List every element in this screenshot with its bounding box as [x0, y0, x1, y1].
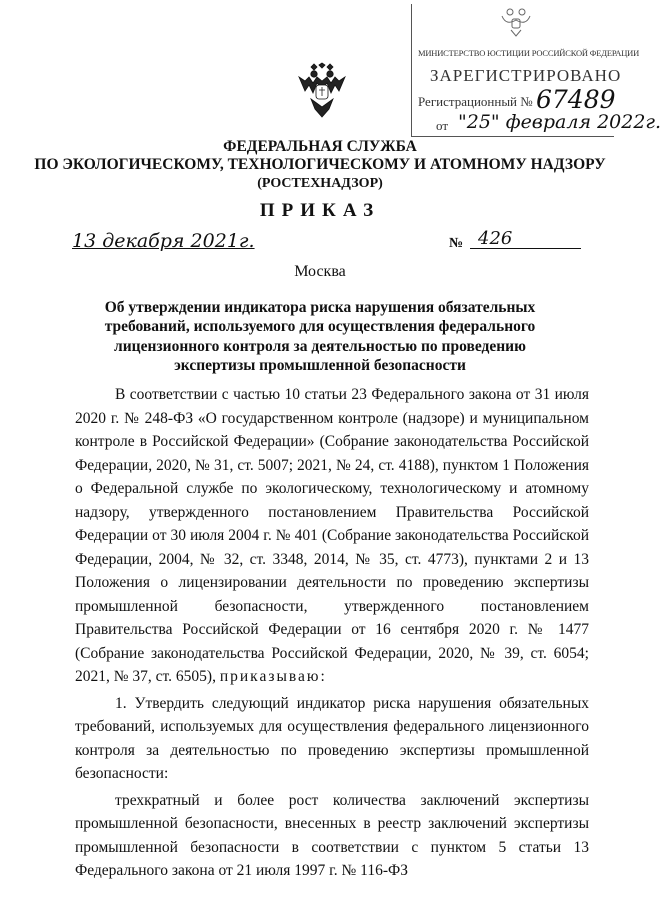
stamp-date-prefix: от: [436, 118, 449, 133]
stamp-registered-text: ЗАРЕГИСТРИРОВАНО: [430, 66, 622, 85]
coat-of-arms-icon: [297, 63, 347, 119]
registration-stamp: [411, 4, 661, 137]
agency-abbreviation: (РОСТЕХНАДЗОР): [257, 176, 383, 191]
legal-basis-text: В соответствии с частью 10 статьи 23 Федерального закона от 31 июля 2020 г. № 248-ФЗ «О государственном контроле (надзоре) и муниципальном контроле в Российской Федерации» (Собрание законодательства Российской Федерации, 2020, № 31, ст. 5007; 2021, № 24, ст. 4188), пунктом 1 Положения о Федеральной службе по экологическому, технологическому и атомному надзору, утвержденного постановлением Правительства Российской Федерации от 30 июля 2004 г. № 401 (Собрание законодательства Российской Федерации, 2004, № 32, ст. 3348, 2014, № 35, ст. 4773), пунктами 2 и 13 Положения о лицензировании деятельности по проведению экспертизы промышленной безопасности, утвержденного постановлением Правительства Российской Федерации от 16 сентября 2020 г. № 1477 (Собрание законодательства Российской Федерации, 2020, № 39, ст. 6054; 2021, № 37, ст. 6505),: [75, 386, 589, 685]
order-body: [75, 383, 589, 883]
stamp-reg-number: 67489: [536, 85, 616, 114]
order-date: 13 декабря 2021г.: [72, 230, 255, 252]
agency-name-line1: ФЕДЕРАЛЬНАЯ СЛУЖБА: [223, 138, 417, 155]
eagle-emblem-icon: [499, 6, 533, 38]
stamp-ministry-text: МИНИСТЕРСТВО ЮСТИЦИИ РОССИЙСКОЙ ФЕДЕРАЦИИ: [418, 48, 640, 58]
stamp-reg-number-label: Регистрационный №: [418, 94, 533, 109]
order-title: ПРИКАЗ: [259, 200, 381, 221]
order-number-underline: [470, 248, 581, 249]
order-number-label: №: [449, 236, 464, 251]
order-city: Москва: [294, 263, 346, 280]
order-number: 426: [478, 228, 513, 249]
agency-name-line2: ПО ЭКОЛОГИЧЕСКОМУ, ТЕХНОЛОГИЧЕСКОМУ И АТОМНОМУ НАДЗОРУ: [34, 156, 606, 173]
body-paragraph-item-1: 1. Утвердить следующий индикатор риска нарушения обязательных требований, используемых для осуществления федерального лицензионного контроля за деятельностью по проведению экспертизы промышленной безопасности:: [75, 694, 589, 782]
stamp-date: "25" февраля 2022г.: [458, 111, 661, 133]
body-paragraph-legal-basis: [75, 383, 589, 689]
order-subject: Об утверждении индикатора риска нарушения обязательных требований, используемого для осуществления федерального лицензионного контроля за деятельностью по проведению экспертизы промышленной безопасности: [104, 299, 536, 374]
body-paragraph-indicator: трехкратный и более рост количества заключений экспертизы промышленной безопасности, внесенных в реестр заключений экспертизы промышленной безопасности в соответствии с пунктом 5 статьи 13 Федерального закона от 21 июля 1997 г. № 116-ФЗ: [75, 791, 589, 879]
order-directive-word: приказываю:: [219, 668, 327, 685]
